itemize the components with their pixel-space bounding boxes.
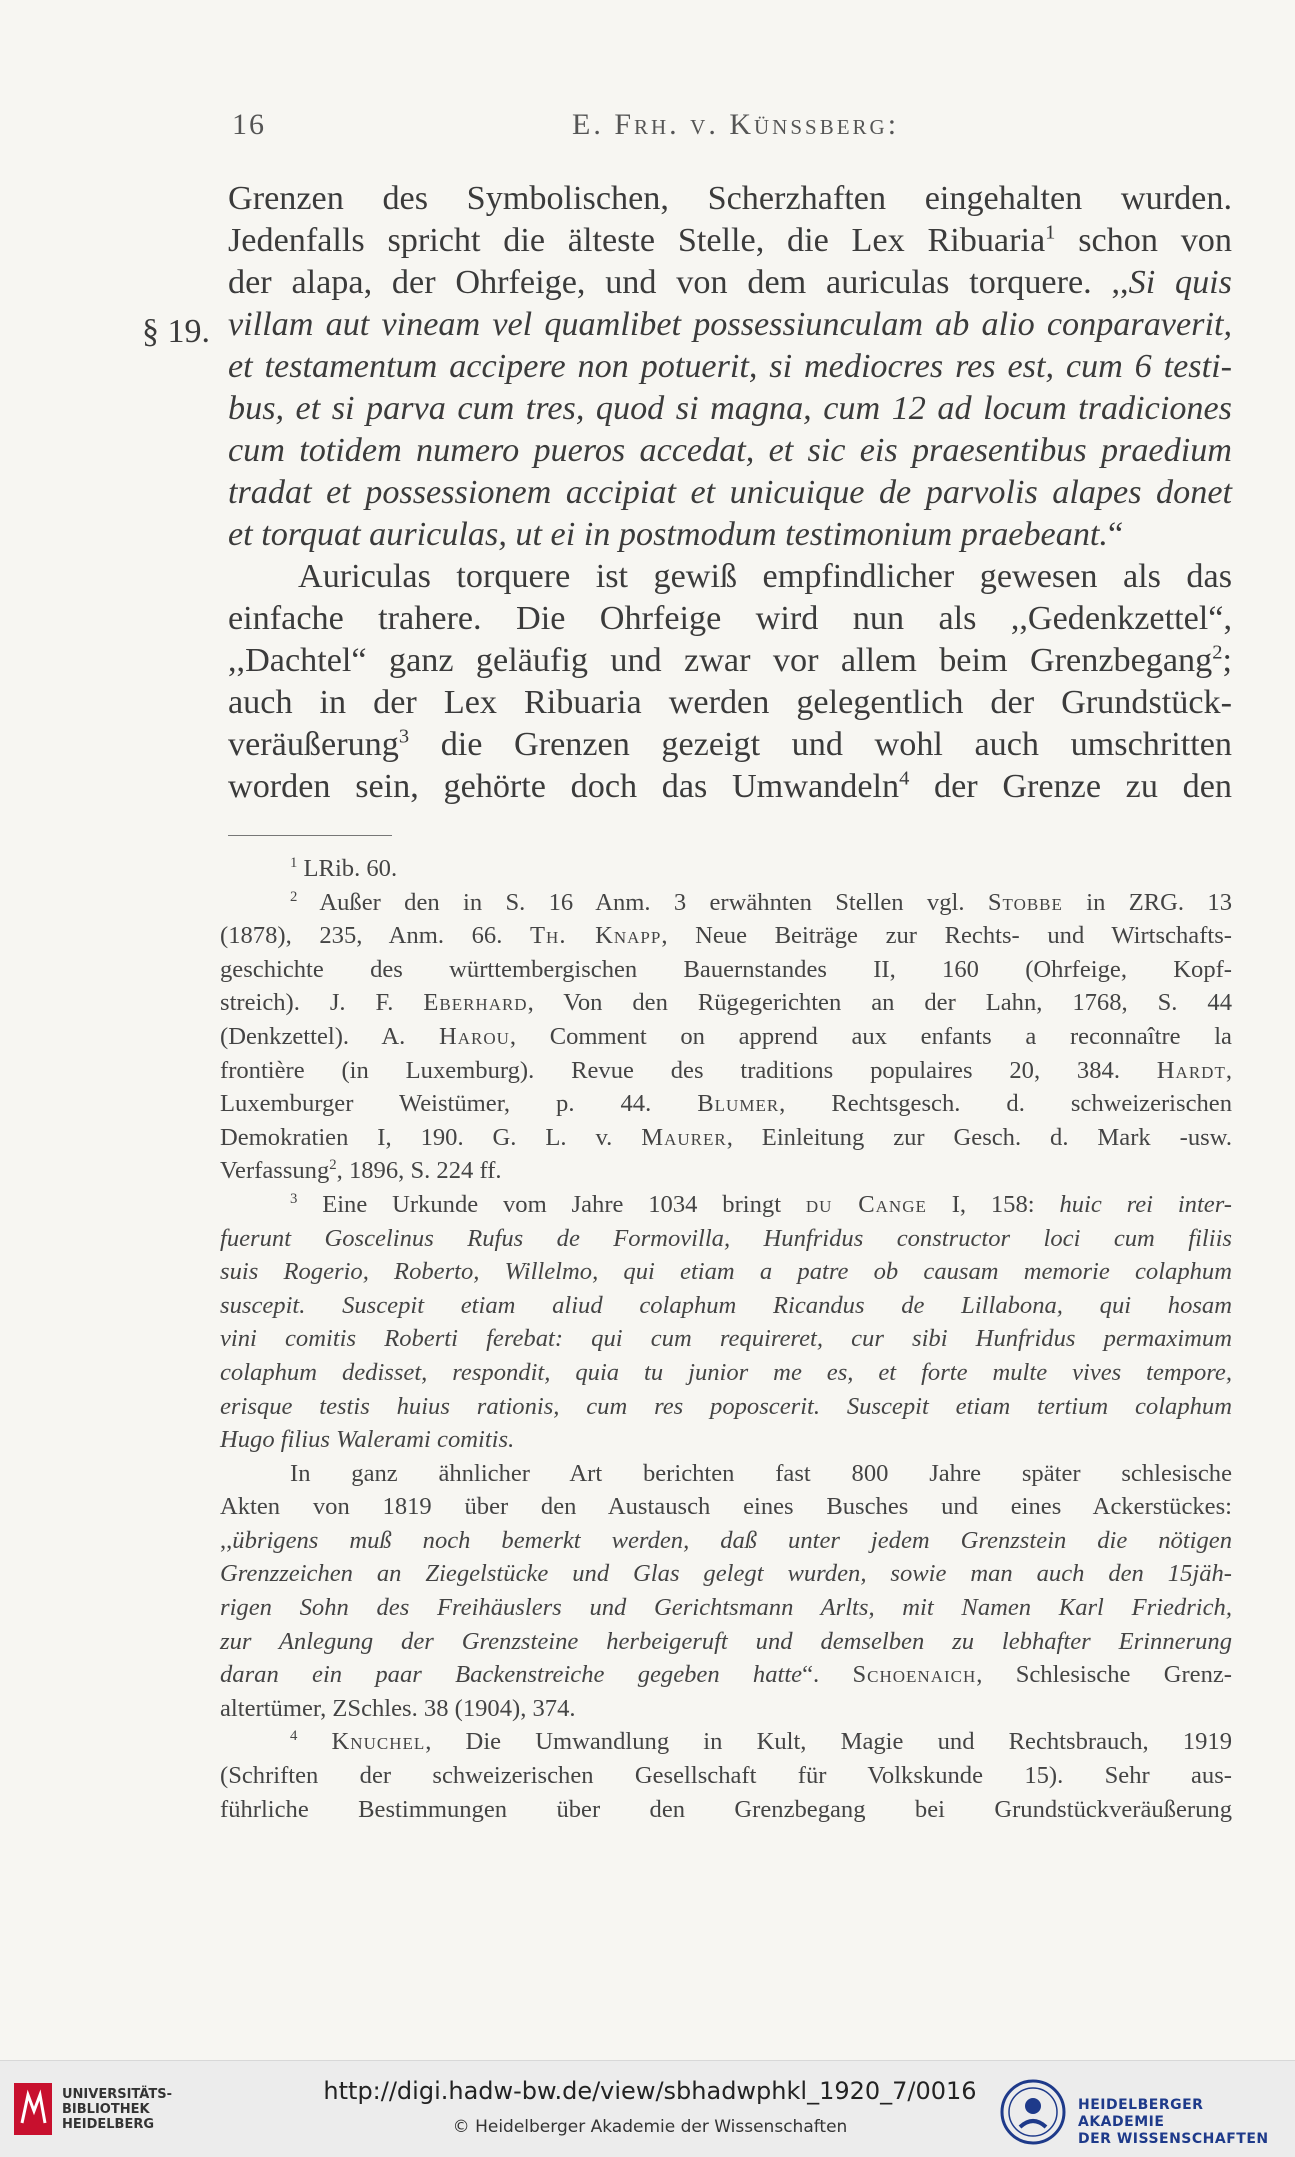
text-run: “: [1107, 516, 1124, 553]
footnote-line: [220, 986, 1232, 1020]
page-number: 16: [232, 108, 266, 141]
text-run: (Denkzettel). A.: [220, 1022, 439, 1050]
body-line: [228, 304, 1232, 346]
text-run: einfache trahere. Die Ohrfeige wird nun als ,,Gedenkzettel“,: [228, 600, 1232, 637]
footnote-line: [220, 1490, 1232, 1524]
text-run: frontière (in Luxemburg). Revue des traditions populaires 20, 384.: [220, 1056, 1157, 1084]
footnote-line: [220, 1524, 1232, 1558]
footnote-line: [220, 852, 1232, 886]
text-run: cum totidem numero pueros accedat, et sic eis praesentibus praedium: [228, 432, 1232, 469]
text-run: der alapa, der Ohrfeige, und von dem auriculas torquere. ,,: [228, 264, 1129, 301]
text-run: I, 158:: [926, 1190, 1060, 1218]
text-run: , Schlesische Grenz-: [976, 1661, 1232, 1689]
text-run: ,: [1225, 1056, 1232, 1084]
body-line: [228, 220, 1232, 262]
footnotes: [220, 852, 1232, 1826]
text-run: Hugo filius Walerami comitis.: [220, 1426, 515, 1454]
text-run: Harou: [438, 1022, 510, 1050]
footnote-line: [220, 1054, 1232, 1088]
text-run: Eine Urkunde vom Jahre 1034 bringt: [297, 1190, 806, 1218]
footnote-line: [220, 886, 1232, 920]
body-line: [228, 178, 1232, 220]
text-run: Schoenaich: [852, 1661, 977, 1689]
text-run: der Grenze zu den: [909, 768, 1232, 805]
text-run: Luxemburger Weistümer, p. 44.: [220, 1090, 698, 1118]
text-run: (Schriften der schweizerischen Gesellschaft für Volkskunde 15). Sehr aus-: [220, 1762, 1232, 1790]
running-title: E. Frh. v. Künssberg:: [572, 108, 900, 141]
footnote-line: [220, 1255, 1232, 1289]
text-run: ;: [1222, 642, 1232, 679]
text-run: Außer den in S. 16 Anm. 3 erwähnten Stellen vgl.: [297, 888, 988, 916]
footnote-marker: 2: [329, 1157, 337, 1174]
page-header: [232, 108, 1232, 152]
text-run: In ganz ähnlicher Art berichten fast 800 Jahre später schlesische: [290, 1459, 1232, 1487]
library-name: UNIVERSITÄTS- BIBLIOTHEK HEIDELBERG: [62, 2087, 172, 2132]
footnote-line: [220, 1356, 1232, 1390]
footnote-line: [220, 1658, 1232, 1692]
text-run: ,,: [220, 1526, 233, 1554]
text-run: Knuchel: [331, 1728, 426, 1756]
text-run: , Neue Beiträge zur Rechts- und Wirtschafts-: [661, 922, 1233, 950]
text-run: fuerunt Goscelinus Rufus de Formovilla, Hunfridus constructor loci cum filiis: [220, 1224, 1232, 1252]
text-run: veräußerung: [228, 726, 399, 763]
footnote-marker: 4: [290, 1728, 298, 1745]
text-run: führliche Bestimmungen über den Grenzbegang bei Grundstückveräußerung: [220, 1795, 1232, 1823]
footnote-line: [220, 1121, 1232, 1155]
footnote-marker: 3: [290, 1190, 298, 1207]
text-run: daran ein paar Backenstreiche gegeben hatte: [220, 1661, 803, 1689]
text-run: Hardt: [1156, 1056, 1226, 1084]
text-run: Verfassung: [220, 1157, 330, 1185]
footnote-line: [220, 1154, 1232, 1188]
body-line: [228, 346, 1232, 388]
viewer-footer: [0, 2060, 1295, 2157]
text-run: Si quis: [1128, 264, 1232, 301]
body-line: [228, 556, 1232, 598]
text-run: Th. Knapp: [530, 922, 662, 950]
footnote-marker: 2: [1212, 641, 1223, 664]
text-run: bus, et si parva cum tres, quod si magna, cum 12 ad locum tradiciones: [228, 390, 1232, 427]
text-run: Eberhard: [423, 989, 528, 1017]
text-run: suis Rogerio, Roberto, Willelmo, qui etiam a patre ob causam memorie colaphum: [220, 1258, 1232, 1286]
footnote-line: [220, 1725, 1232, 1759]
text-run: streich). J. F.: [220, 989, 424, 1017]
text-run: worden sein, gehörte doch das Umwandeln: [228, 768, 900, 805]
text-run: et testamentum accipere non potuerit, si mediocres res est, cum 6 testi-: [228, 348, 1232, 385]
text-run: Auriculas torquere ist gewiß empfindlicher gewesen als das: [298, 558, 1232, 595]
body-line: [228, 388, 1232, 430]
footnote-line: [220, 1087, 1232, 1121]
academy-name: HEIDELBERGER AKADEMIE DER WISSENSCHAFTEN: [1078, 2097, 1269, 2147]
body-line: [228, 430, 1232, 472]
text-run: ,,Dachtel“ ganz geläufig und zwar vor allem beim Grenzbegang: [228, 642, 1213, 679]
text-run: geschichte des württembergischen Bauernstandes II, 160 (Ohrfeige, Kopf-: [220, 955, 1232, 983]
footnote-rule: [228, 835, 392, 836]
footnote-line: [220, 1557, 1232, 1591]
text-run: , Rechtsgesch. d. schweizerischen: [779, 1090, 1233, 1118]
footnote-line: [220, 919, 1232, 953]
text-run: erisque testis huius rationis, cum res poposcerit. Suscepit etiam tertium colaphum: [220, 1392, 1232, 1420]
body-line: [228, 472, 1232, 514]
text-run: in ZRG. 13: [1062, 888, 1232, 916]
text-run: suscepit. Suscepit etiam aliud colaphum Ricandus de Lillabona, qui hosam: [220, 1291, 1232, 1319]
footnote-line: [220, 1188, 1232, 1222]
text-run: übrigens muß noch bemerkt werden, daß unter jedem Grenzstein die nötigen: [232, 1526, 1232, 1554]
footnote-line: [220, 1322, 1232, 1356]
text-run: , Die Umwandlung in Kult, Magie und Rechtsbrauch, 1919: [425, 1728, 1232, 1756]
text-run: tradat et possessionem accipiat et unicuique de parvolis alapes donet: [228, 474, 1232, 511]
body-line: [228, 514, 1232, 556]
text-run: “.: [802, 1661, 853, 1689]
text-run: zur Anlegung der Grenzsteine herbeigeruft und demselben zu lebhafter Erinnerung: [220, 1627, 1232, 1655]
text-run: Jedenfalls spricht die älteste Stelle, die Lex Ribuaria: [228, 222, 1046, 259]
text-run: et torquat auriculas, ut ei in postmodum testimonium praebeant.: [228, 516, 1108, 553]
document-url-link[interactable]: http://digi.hadw-bw.de/view/sbhadwphkl_1920_7/0016: [323, 2077, 977, 2105]
footnote-line: [220, 1793, 1232, 1827]
text-run: colaphum dedisset, respondit, quia tu junior me es, et forte multe vives tempore,: [220, 1358, 1232, 1386]
text-run: schon von: [1055, 222, 1232, 259]
footnote-line: [220, 1591, 1232, 1625]
academy-seal-icon: [1000, 2079, 1066, 2145]
footnote-marker: 1: [1045, 221, 1056, 244]
body-line: [228, 682, 1232, 724]
footnote-line: [220, 1759, 1232, 1793]
text-run: vini comitis Roberti ferebat: qui cum requireret, cur sibi Hunfridus permaximum: [220, 1325, 1232, 1353]
footnote-marker: 4: [899, 767, 910, 790]
footnote-marker: 1: [290, 854, 298, 871]
text-run: , Einleitung zur Gesch. d. Mark -usw.: [726, 1123, 1232, 1151]
text-run: Demokratien I, 190. G. L. v.: [220, 1123, 642, 1151]
text-run: , Comment on apprend aux enfants a reconnaître la: [509, 1022, 1232, 1050]
text-run: Blumer: [697, 1090, 780, 1118]
body-line: [228, 724, 1232, 766]
text-run: Maurer: [641, 1123, 727, 1151]
footnote-marker: 2: [290, 888, 298, 905]
footnote-line: [220, 1390, 1232, 1424]
text-run: huic rei inter-: [1059, 1190, 1232, 1218]
text-run: altertümer, ZSchles. 38 (1904), 374.: [220, 1694, 576, 1722]
text-run: Grenzen des Symbolischen, Scherzhaften eingehalten wurden.: [228, 180, 1232, 217]
text-run: LRib. 60.: [297, 855, 398, 882]
footnote-line: [220, 1423, 1232, 1457]
footnote-line: [220, 1020, 1232, 1054]
footnote-marker: 3: [398, 725, 410, 748]
copyright-notice: © Heidelberger Akademie der Wissenschaften: [452, 2117, 848, 2137]
text-run: die Grenzen gezeigt und wohl auch umschritten: [409, 726, 1232, 763]
footnote-line: [220, 1692, 1232, 1726]
text-run: [297, 1728, 331, 1755]
text-run: du Cange: [805, 1190, 927, 1218]
text-run: Grenzzeichen an Ziegelstücke und Glas gelegt wurden, sowie man auch den 15jäh-: [220, 1560, 1232, 1588]
section-mark: § 19.: [142, 313, 210, 350]
text-run: , 1896, S. 224 ff.: [336, 1157, 502, 1185]
text-run: Stobbe: [987, 888, 1063, 916]
body-line: [228, 640, 1232, 682]
university-library-logo-icon: [14, 2083, 52, 2135]
text-run: , Von den Rügegerichten an der Lahn, 1768, S. 44: [527, 989, 1232, 1017]
footnote-line: [220, 953, 1232, 987]
text-run: (1878), 235, Anm. 66.: [220, 922, 531, 950]
footnote-line: [220, 1457, 1232, 1491]
main-text: [228, 178, 1232, 808]
body-line: [228, 262, 1232, 304]
text-run: auch in der Lex Ribuaria werden gelegentlich der Grundstück-: [228, 684, 1232, 721]
text-run: Akten von 1819 über den Austausch eines Busches und eines Ackerstückes:: [220, 1493, 1232, 1521]
footnote-line: [220, 1625, 1232, 1659]
body-line: [228, 598, 1232, 640]
body-line: [228, 766, 1232, 808]
text-run: villam aut vineam vel quamlibet possessiunculam ab alio conparaverit,: [228, 306, 1232, 343]
footnote-line: [220, 1289, 1232, 1323]
text-run: rigen Sohn des Freihäuslers und Gerichtsmann Arlts, mit Namen Karl Friedrich,: [220, 1594, 1232, 1622]
footnote-line: [220, 1222, 1232, 1256]
